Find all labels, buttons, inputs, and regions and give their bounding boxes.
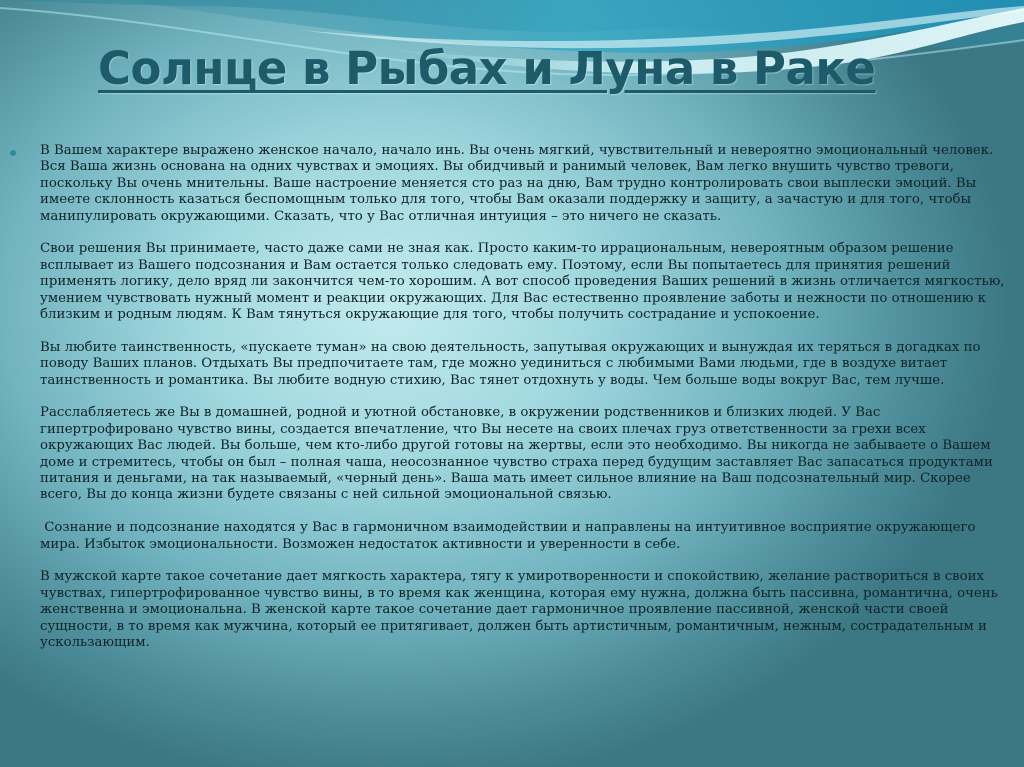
paragraph-2: Свои решения Вы принимаете, часто даже сами не зная как. Просто каким-то иррациональным, невероятным образом решение всплывает из Вашего подсознания и Вам остается только следовать ему. Поэтому, если Вы попытаетесь для принятия решений применять логику, дело вряд ли закончится чем-то хорошим. А вот способ проведения Ваших решений в жизнь отличается мягкостью, умением чувствовать нужный момент и реакции окружающих. Для Вас естественно проявление заботы и нежности по отношению к близким и родным людям. К Вам тянуться окружающие для того, чтобы получить сострадание и успокоение. xyxy=(40,241,1005,323)
slide-body xyxy=(40,143,1010,668)
paragraph-3: Вы любите таинственность, «пускаете туман» на свою деятельность, запутывая окружающих и вынуждая их теряться в догадках по поводу Ваших планов. Отдыхать Вы предпочитаете там, где можно уединиться с любимыми Вами людьми, где в воздухе витает таинственность и романтика. Вы любите водную стихию, Вас тянет отдохнуть у воды. Чем больше воды вокруг Вас, тем лучше. xyxy=(40,339,981,388)
bullet-icon xyxy=(10,150,16,156)
paragraph-1: В Вашем характере выражено женское начало, начало инь. Вы очень мягкий, чувствительный и невероятно эмоциональный человек. Вся Ваша жизнь основана на одних чувствах и эмоциях. Вы обидчивый и ранимый человек, Вам легко внушить чувство тревоги, поскольку Вы очень мнительны. Ваше настроение меняется сто раз на дню, Вам трудно контролировать свои выплески эмоций. Вы имеете склонность казаться беспомощным только для того, чтобы Вам оказали поддержку и защиту, а зачастую и для того, чтобы манипулировать окружающими. Сказать, что у Вас отличная интуиция – это ничего не сказать. xyxy=(40,143,994,224)
slide-title: Солнце в Рыбах и Луна в Раке xyxy=(98,42,876,95)
paragraph-4: Расслабляетесь же Вы в домашней, родной и уютной обстановке, в окружении родственников и близких людей. У Вас гипертрофировано чувство вины, создается впечатление, что Вы несете на своих плечах груз ответственности за грехи всех окружающих Вас людей. Вы больше, чем кто-либо другой готовы на жертвы, если это необходимо. Вы никогда не забываете о Вашем доме и стремитесь, чтобы он был – полная чаша, неосознанное чувство страха перед будущим заставляет Вас запасаться продуктами питания и деньгами, на так называемый, «черный день». Ваша мать имеет сильное влияние на Ваш подсознательный мир. Скорее всего, Вы до конца жизни будете связаны с ней сильной эмоциональной связью. xyxy=(40,405,993,503)
paragraph-5: Сознание и подсознание находятся у Вас в гармоничном взаимодействии и направлены на интуитивное восприятие окружающего мира. Избыток эмоциональности. Возможен недостаток активности и уверенности в себе. xyxy=(40,520,980,552)
paragraph-6: В мужской карте такое сочетание дает мягкость характера, тягу к умиротворенности и спокойствию, желание раствориться в своих чувствах, гипертрофированное чувство вины, в то время как женщина, которая ему нужна, должна быть пассивна, романтична, очень женственна и эмоциональна. В женской карте такое сочетание дает гармоничное проявление пассивной, женской части своей сущности, в то время как мужчина, который ее притягивает, должен быть артистичным, романтичным, нежным, сострадательным и ускользающим. xyxy=(40,569,998,651)
